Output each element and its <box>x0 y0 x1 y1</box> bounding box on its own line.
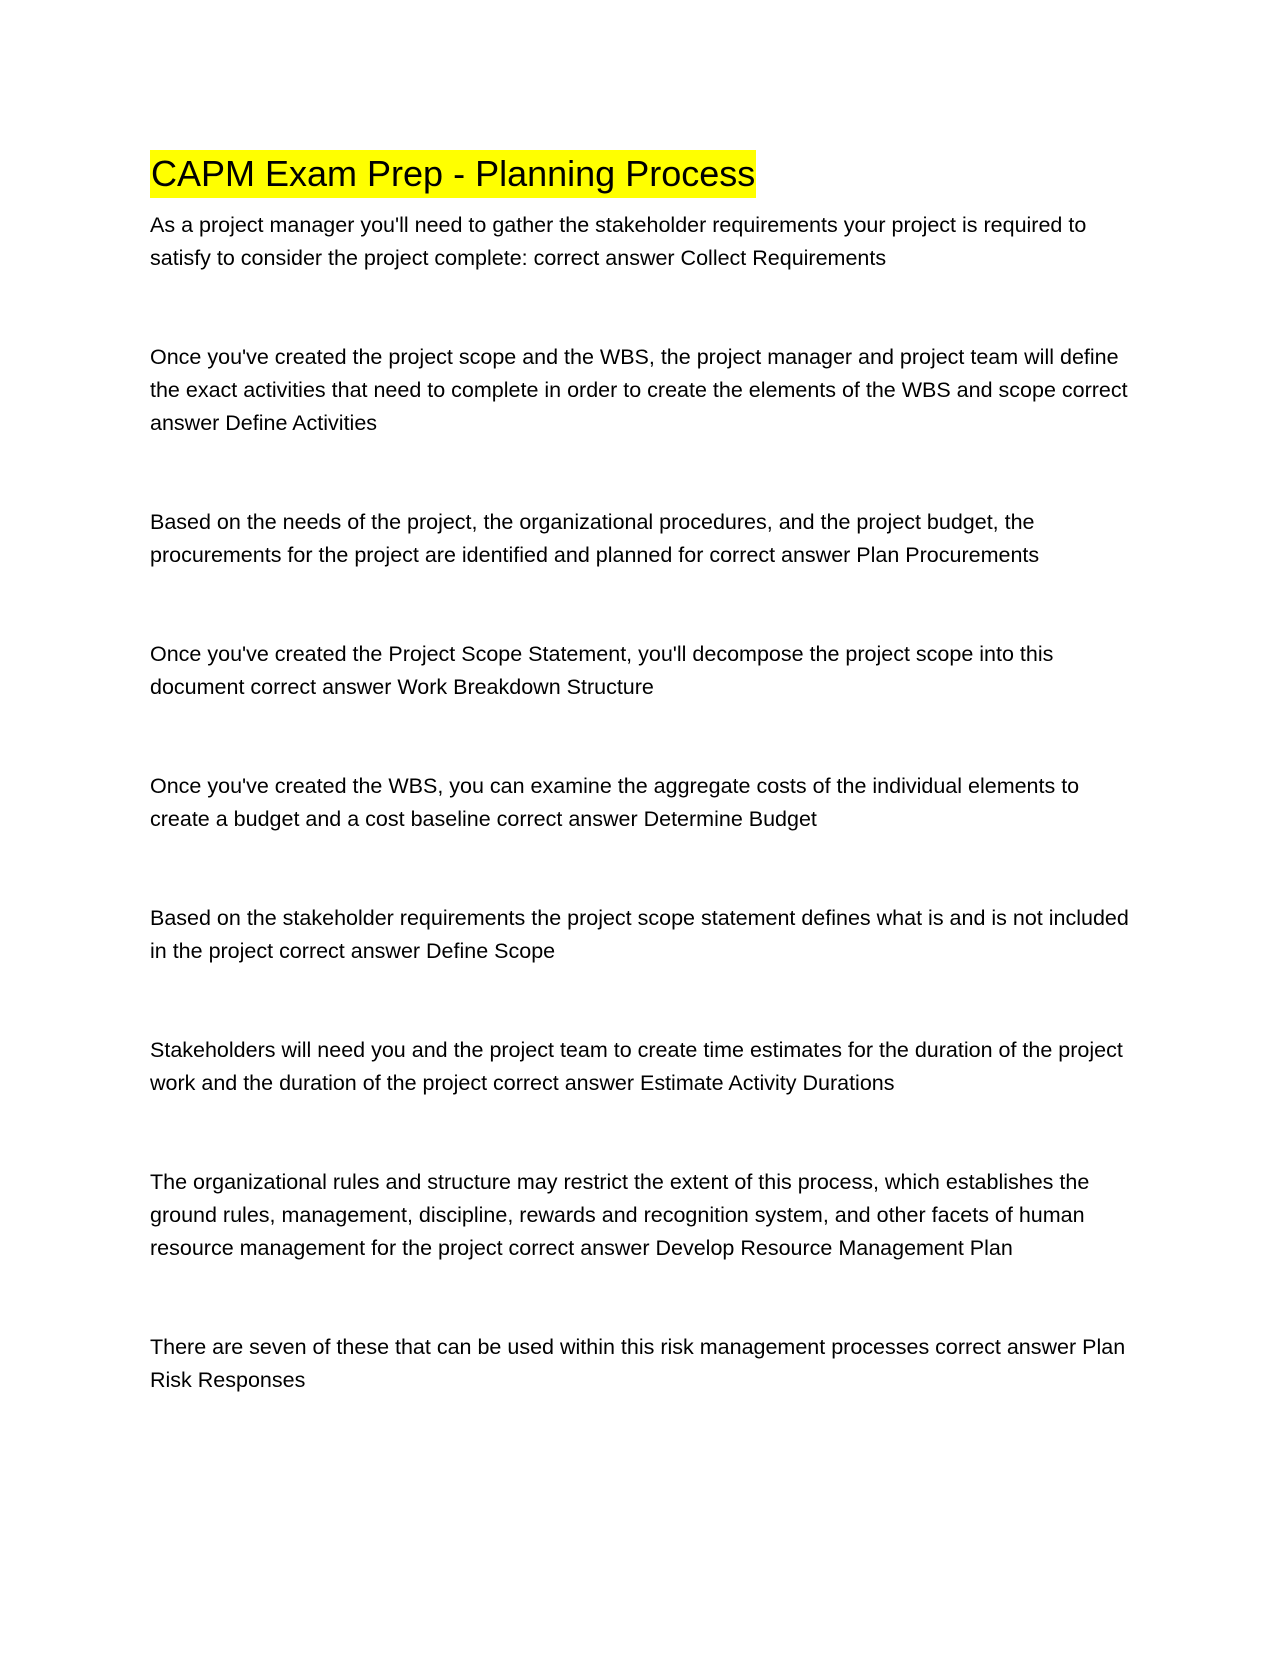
question-item: Stakeholders will need you and the project team to create time estimates for the duration of the project work and the duration of the project correct answer Estimate Activity Durations <box>150 1038 1123 1095</box>
question-item: Based on the stakeholder requirements the project scope statement defines what is and is not included in the project correct answer Define Scope <box>150 906 1129 963</box>
question-list <box>150 209 1130 1397</box>
document-title: CAPM Exam Prep - Planning Process <box>150 150 756 198</box>
question-item: Once you've created the project scope and the WBS, the project manager and project team will define the exact activities that need to complete in order to create the elements of the WBS and scope correct answer Define Activities <box>150 345 1128 435</box>
document-page <box>150 150 1130 1463</box>
question-item: Once you've created the WBS, you can examine the aggregate costs of the individual elements to create a budget and a cost baseline correct answer Determine Budget <box>150 774 1080 831</box>
question-item: The organizational rules and structure may restrict the extent of this process, which establishes the ground rules, management, discipline, rewards and recognition system, and other facets of human resource management for the project correct answer Develop Resource Management Plan <box>150 1170 1090 1260</box>
question-item: As a project manager you'll need to gather the stakeholder requirements your project is required to satisfy to consider the project complete: correct answer Collect Requirements <box>150 213 1087 270</box>
question-item: Based on the needs of the project, the organizational procedures, and the project budget, the procurements for the project are identified and planned for correct answer Plan Procurements <box>150 510 1040 567</box>
question-item: There are seven of these that can be used within this risk management processes correct answer Plan Risk Responses <box>150 1335 1126 1392</box>
question-item: Once you've created the Project Scope Statement, you'll decompose the project scope into this document correct answer Work Breakdown Structure <box>150 642 1054 699</box>
